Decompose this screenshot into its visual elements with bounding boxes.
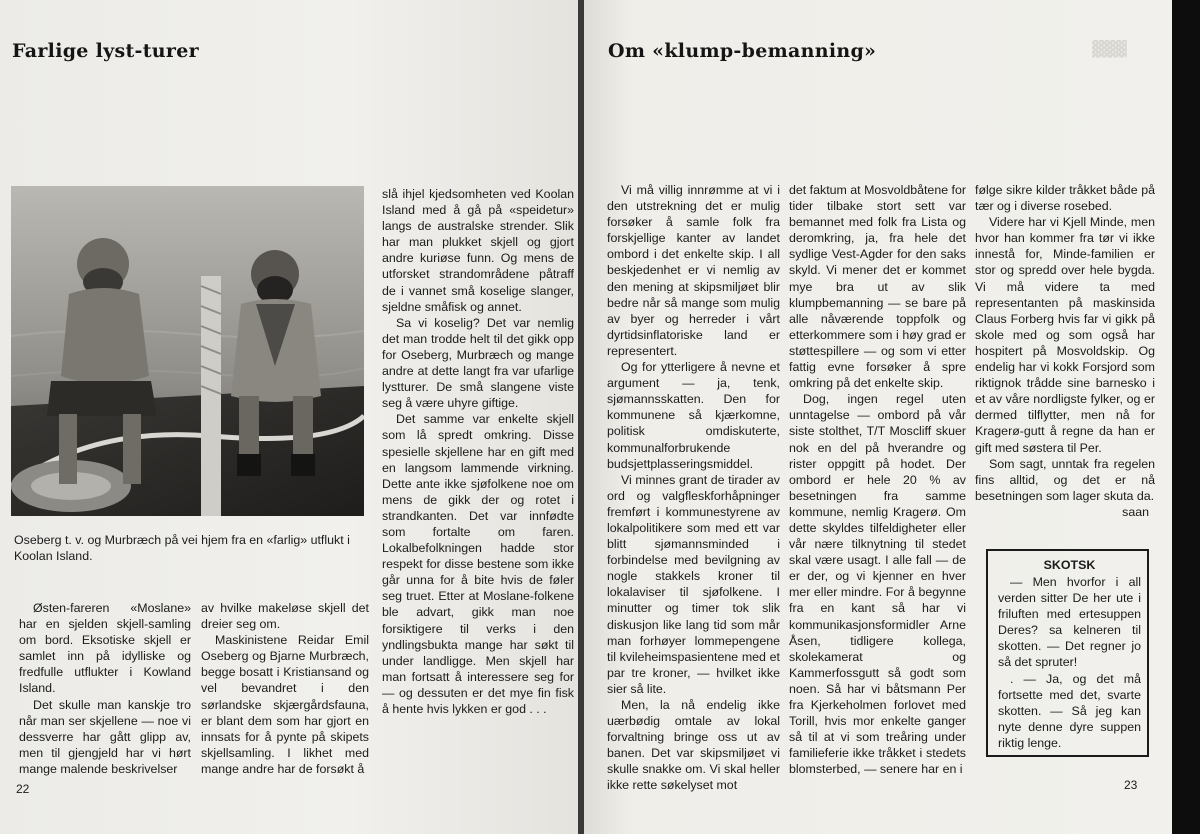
paragraph: av hvilke makeløse skjell det dreier seg om.	[201, 601, 369, 632]
paragraph: Det skulle man kanskje tro når man ser skjellene — noe vi dessverre har gått glipp av, men til gjengjeld har vi hørt mange malende beskrivelser	[19, 697, 191, 776]
paragraph: Østen-fareren «Moslane» har en sjelden skjell-samling om bord. Eksotiske skjell er samlet inn på idylliske og fredfulle utflukter i Kowland Island.	[19, 601, 191, 696]
paragraph: Men, la nå endelig ikke uærbødig omtale av lokal forvaltning bringe oss ut av banen. Det var skipsmiljøet vi skulle snakke om. Vi skal heller ikke rette søkelyset mot	[607, 698, 780, 793]
paragraph: Maskinistene Reidar Emil Oseberg og Bjarne Murbræch, begge bosatt i Kristiansand og vel bevandret i den sørlandske skjærgårdsfauna, er blant dem som har gjort en innsats for å pynte på skipets skjellsamling. I likhet med mange andre har de forsøkt å	[201, 633, 369, 776]
book-edge	[1172, 0, 1200, 834]
box-heading: SKOTSK	[1043, 558, 1096, 572]
paragraph: Det samme var enkelte skjell som lå spredt omkring. Disse spesielle skjellene har en gift med en langsom lammende virkning. Dette ante ikke sjøfolkene noe om mens de gikk der og rotet i strandkanten. Det var innfødte som fortalte om faren. Lokalbefolkningen hadde stor respekt for disse bestene som ikke går unna for å bite hvis de føler seg truet. Etter at Moslane-folkene ble advart, gikk man noe forsiktigere til verks i den yndlingsbukta mange har søkt til under landligge. Men skjell har man fortsatt å interessere seg for — og dessuten er det mye fin fisk å hente hvis lykken er god . . .	[382, 412, 574, 716]
paragraph: — Men hvorfor i all verden sitter De her ute i friluften med ertesuppen Deres? sa kelneren til skotten. — Det regner jo så det spruter!	[998, 575, 1141, 670]
paragraph: . — Ja, og det må fortsette med det, svarte skotten. — Så jeg kan nyte denne dyre suppen riktig lenge.	[998, 671, 1141, 750]
paragraph: Og for ytterligere å nevne et argument — ja, tenk, sjømannsskatten. Den for kommunene så kjærkomne, politisk omdiskuterte, kommunalforbrukende budsjettplasseringsmiddel.	[607, 360, 780, 471]
paragraph: Dog, ingen regel uten unntagelse — ombord på vår siste stolthet, T/T Moscliff skuer nok en del på hverandre og rister oppgitt på hodet. Der ombord er hele 20 % av besetningen fra samme kommune, nemlig Kragerø. Om dette skyldes tilfeldigheter eller vår nære tilknytning til stedet skal være usagt. I alle fall — de er der, og vi kjenner en hver mer eller mindre. For å begynne fra en kant så har vi kommunikasjonsformidler Arne Åsen, tidligere kollega, skolekamerat og Kammerfossgutt så godt som noen. Så har vi båtsmann Per fra Kjerkeholmen forlovet med Torill, hvis mor enkelte ganger så til at vi som treåring under familieferie ikke tråkket i stedets blomsterbed, — senere har en i	[789, 392, 966, 777]
paragraph: Vi må villig innrømme at vi i den utstrekning det er mulig forsøker å samle folk fra forskjellige kanter av landet ombord i det enkelte skip. I all beskjedenhet er vi nemlig av den mening at skipsmiljøet blir bedre når så mange som mulig av byer og herreder i vårt dyrtidsinflatoriske land er representert.	[607, 183, 780, 358]
paragraph: følge sikre kilder tråkket både på tær og i diverse rosebed.	[975, 183, 1155, 214]
paragraph: Videre har vi Kjell Minde, men hvor han kommer fra tør vi ikke innestå for, Minde-familien er stor og spredd over hele bygda. Vi må videre ta med representanten på maskinsida Claus Forberg hvis far vi gikk på skole med og som også har hospitert på Mosvoldskip. Og endelig har vi kokk Forsjord som riktignok trådde sine barnesko i et av våre nordligste fylker, og er dermed tilflytter, men nå for Kragerø-gutt å regne da han er gift med søstera til Per.	[975, 215, 1155, 455]
page-number-right: 23	[1124, 778, 1138, 792]
article-title-farlige: Farlige lyst-turer	[12, 40, 199, 62]
right-column-3	[975, 182, 1155, 520]
show-through-ghost: ▓▓▓	[1092, 40, 1127, 58]
page-number-left: 22	[16, 782, 30, 796]
photo-two-men-on-boat	[11, 186, 364, 516]
right-column-1	[607, 182, 780, 794]
paragraph: Sa vi koselig? Det var nemlig det man trodde helt til det gikk opp for Oseberg, Murbræch og mange andre at dette langt fra var ufarlige lystturer. De små slangene viste seg å være uhyre giftige.	[382, 315, 574, 411]
left-column-1	[19, 600, 191, 777]
signature: saan	[1122, 504, 1149, 519]
article-title-klump: Om «klump-bemanning»	[608, 40, 877, 62]
paragraph: Vi minnes grant de tirader av ord og valgfleskforhåpninger fremført i kommunestyrene av lokalpolitikere som med ett var blitt sjømannsminded i forbindelse med bevilgning av nogle stakkels kroner til lokalaviser til sjøfolkene. I minutter og timer tok slik diskusjon like lang tid som mår man forhøyer lommepengene til kvileheimspasientene med et par tre kroner, — hvilket ikke sier så lite.	[607, 472, 780, 696]
paragraph: Som sagt, unntak fra regelen fins alltid, og det er nå besetningen som lager skuta da.	[975, 456, 1155, 503]
photo-caption: Oseberg t. v. og Murbræch på vei hjem fra en «farlig» utflukt i Koolan Island.	[14, 533, 350, 563]
left-column-3	[382, 186, 574, 717]
paragraph: det faktum at Mosvoldbåtene for tider tilbake stort sett var bemannet med folk fra Lista og deromkring, ja, fra hele det sydlige Vest-Agder for den saks skyld. Vi mener det er kommet mye bra ut av slik klumpbemanning — se bare på alle nåværende toppfolk og etterkommere som i høy grad er støttespillere — og som vi etter fattig evne forsøker å spre omkring på det enkelte skip.	[789, 183, 967, 391]
skotsk-joke-box	[986, 549, 1149, 757]
left-column-2	[201, 600, 369, 777]
paragraph: slå ihjel kjedsomheten ved Koolan Island med å gå på «speidetur» langs de australske strender. Slik har man plukket skjell og gjort andre kuriøse funn. Og mens de utforsket strandområdene påtraff de i vannet små koselige slanger, sjeldne småfisk og annet.	[382, 187, 574, 314]
right-column-2	[789, 182, 966, 777]
